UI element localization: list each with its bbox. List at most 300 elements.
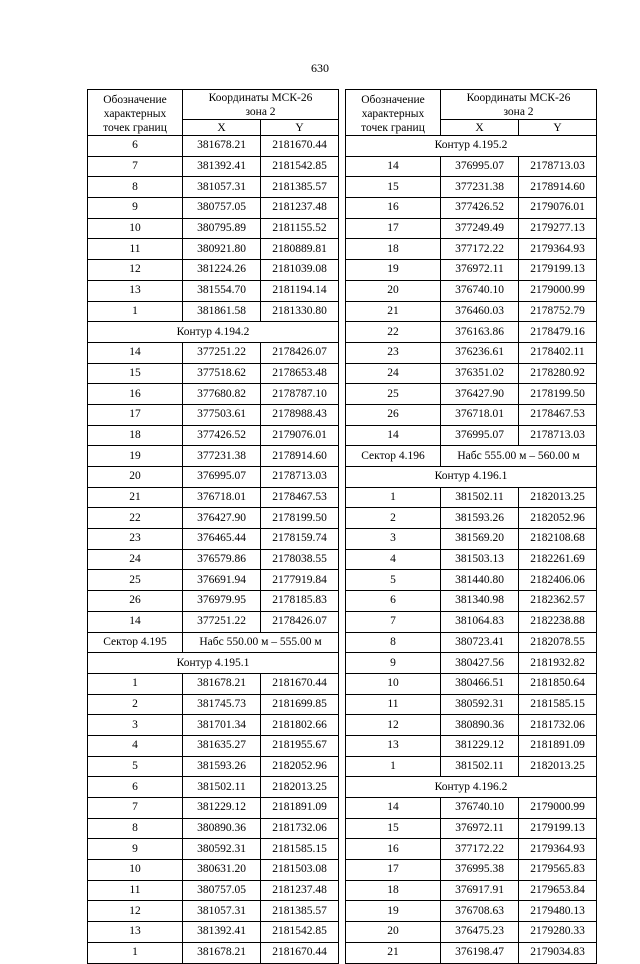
- coordinate-y: 2181542.85: [261, 156, 339, 177]
- point-number: 1: [88, 673, 183, 694]
- table-row: [346, 384, 597, 405]
- table-row: [88, 425, 339, 446]
- column-header-coordinates-line: зона 2: [245, 106, 276, 118]
- point-number: 7: [346, 611, 441, 632]
- coordinate-y: 2178199.50: [261, 508, 339, 529]
- table-row: [346, 694, 597, 715]
- coordinate-x: 381502.11: [441, 487, 519, 508]
- point-number: 13: [88, 280, 183, 301]
- coordinate-y: 2178479.16: [519, 322, 597, 343]
- coordinate-x: 376198.47: [441, 942, 519, 963]
- coordinate-y: 2182108.68: [519, 529, 597, 550]
- point-number: 20: [346, 280, 441, 301]
- table-row: [88, 591, 339, 612]
- point-number: 22: [346, 322, 441, 343]
- coordinate-x: 376708.63: [441, 901, 519, 922]
- coordinate-y: 2181194.14: [261, 280, 339, 301]
- coordinate-x: 381861.58: [183, 301, 261, 322]
- coordinate-x: 381569.20: [441, 529, 519, 550]
- sector-label: Сектор 4.195: [88, 632, 183, 653]
- table-row: [88, 529, 339, 550]
- point-number: 15: [346, 818, 441, 839]
- point-number: 26: [88, 591, 183, 612]
- point-number: 26: [346, 404, 441, 425]
- page-number: 630: [311, 61, 329, 75]
- table-row: [346, 570, 597, 591]
- table-row: [346, 922, 597, 943]
- coordinate-x: 380757.05: [183, 198, 261, 219]
- coordinate-x: 376995.38: [441, 860, 519, 881]
- table-row: [346, 839, 597, 860]
- column-header-coordinates-line: зона 2: [503, 106, 534, 118]
- coordinate-y: 2182406.06: [519, 570, 597, 591]
- coordinate-x: 381440.80: [441, 570, 519, 591]
- coordinate-y: 2181542.85: [261, 922, 339, 943]
- coordinate-y: 2179000.99: [519, 798, 597, 819]
- coordinate-y: 2182013.25: [261, 777, 339, 798]
- table-row: [88, 756, 339, 777]
- point-number: 13: [88, 922, 183, 943]
- point-number: 6: [88, 136, 183, 157]
- coordinate-y: 2181039.08: [261, 260, 339, 281]
- table-row: [88, 777, 339, 798]
- table-row: [88, 260, 339, 281]
- table-row: [88, 177, 339, 198]
- coordinate-y: 2181891.09: [261, 798, 339, 819]
- coordinate-y: 2178653.48: [261, 363, 339, 384]
- column-header-points-line: характерных: [361, 107, 425, 120]
- contour-heading-row: [346, 467, 597, 488]
- coordinate-y: 2181891.09: [519, 735, 597, 756]
- table-row: [88, 384, 339, 405]
- coordinate-x: 380757.05: [183, 880, 261, 901]
- coordinate-y: 2178185.83: [261, 591, 339, 612]
- point-number: 22: [88, 508, 183, 529]
- point-number: 15: [346, 177, 441, 198]
- table-row: [88, 880, 339, 901]
- contour-heading: Контур 4.196.1: [346, 467, 597, 488]
- coordinate-x: 381229.12: [441, 735, 519, 756]
- coordinate-x: 377426.52: [183, 425, 261, 446]
- coordinates-table-right: [345, 89, 597, 964]
- point-number: 9: [346, 653, 441, 674]
- point-number: 11: [88, 239, 183, 260]
- column-header-points-line: Обозначение: [103, 93, 167, 106]
- coordinate-x: 377680.82: [183, 384, 261, 405]
- contour-heading-row: [346, 136, 597, 157]
- point-number: 24: [88, 549, 183, 570]
- coordinate-y: 2181330.80: [261, 301, 339, 322]
- point-number: 2: [346, 508, 441, 529]
- coordinate-x: 381593.26: [441, 508, 519, 529]
- coordinate-x: 381340.98: [441, 591, 519, 612]
- table-row: [346, 301, 597, 322]
- coordinate-x: 381502.11: [441, 756, 519, 777]
- point-number: 6: [88, 777, 183, 798]
- coordinate-y: 2179480.13: [519, 901, 597, 922]
- table-row: [88, 239, 339, 260]
- point-number: 8: [88, 818, 183, 839]
- coordinate-x: 381635.27: [183, 735, 261, 756]
- coordinate-y: 2178280.92: [519, 363, 597, 384]
- coordinate-y: 2179280.33: [519, 922, 597, 943]
- coordinate-y: 2181699.85: [261, 694, 339, 715]
- point-number: 14: [88, 342, 183, 363]
- sector-elevation: Набс 550.00 м – 555.00 м: [183, 632, 339, 653]
- table-row: [346, 487, 597, 508]
- point-number: 5: [88, 756, 183, 777]
- coordinate-y: 2177919.84: [261, 570, 339, 591]
- point-number: 15: [88, 363, 183, 384]
- coordinate-x: 381229.12: [183, 798, 261, 819]
- table-row: [346, 198, 597, 219]
- coordinate-y: 2178787.10: [261, 384, 339, 405]
- point-number: 14: [88, 611, 183, 632]
- point-number: 10: [88, 218, 183, 239]
- coordinate-x: 376460.03: [441, 301, 519, 322]
- table-row: [88, 198, 339, 219]
- coordinate-x: 381678.21: [183, 136, 261, 157]
- contour-heading-row: [88, 322, 339, 343]
- table-row: [346, 363, 597, 384]
- coordinate-x: 381554.70: [183, 280, 261, 301]
- table-row: [88, 156, 339, 177]
- table-row: [346, 653, 597, 674]
- table-row: [346, 218, 597, 239]
- coordinate-x: 381057.31: [183, 901, 261, 922]
- table-row: [88, 508, 339, 529]
- table-row: [346, 756, 597, 777]
- table-row: [88, 694, 339, 715]
- table-row: [88, 404, 339, 425]
- point-number: 13: [346, 735, 441, 756]
- table-row: [346, 798, 597, 819]
- coordinate-y: 2178713.03: [519, 425, 597, 446]
- coordinate-y: 2182052.96: [261, 756, 339, 777]
- coordinate-y: 2179034.83: [519, 942, 597, 963]
- table-row: [346, 818, 597, 839]
- column-header-coordinates-line: Координаты МСК-26: [466, 92, 571, 104]
- coordinate-y: 2181802.66: [261, 715, 339, 736]
- coordinate-x: 377172.22: [441, 239, 519, 260]
- coordinate-x: 377251.22: [183, 611, 261, 632]
- coordinate-x: 380592.31: [441, 694, 519, 715]
- table-row: [346, 260, 597, 281]
- coordinate-x: 377231.38: [441, 177, 519, 198]
- point-number: 12: [88, 260, 183, 281]
- point-number: 14: [346, 798, 441, 819]
- table-row: [88, 363, 339, 384]
- sector-elevation: Набс 555.00 м – 560.00 м: [441, 446, 597, 467]
- coordinate-y: 2179364.93: [519, 239, 597, 260]
- point-number: 17: [346, 218, 441, 239]
- column-header-y: Y: [261, 120, 339, 136]
- coordinate-y: 2181503.08: [261, 860, 339, 881]
- column-header-x: X: [441, 120, 519, 136]
- coordinate-x: 381593.26: [183, 756, 261, 777]
- table-row: [346, 156, 597, 177]
- table-row: [346, 942, 597, 963]
- point-number: 20: [88, 467, 183, 488]
- coordinate-y: 2178752.79: [519, 301, 597, 322]
- coordinate-y: 2181850.64: [519, 673, 597, 694]
- table-row: [346, 880, 597, 901]
- table-row: [88, 570, 339, 591]
- table-row: [88, 487, 339, 508]
- table-row: [88, 136, 339, 157]
- sector-row: [88, 632, 339, 653]
- coordinate-y: 2178159.74: [261, 529, 339, 550]
- contour-heading-row: [346, 777, 597, 798]
- point-number: 19: [346, 901, 441, 922]
- coordinate-y: 2181732.06: [519, 715, 597, 736]
- coordinate-y: 2182238.88: [519, 611, 597, 632]
- point-number: 10: [346, 673, 441, 694]
- coordinate-y: 2178713.03: [261, 467, 339, 488]
- coordinate-y: 2182013.25: [519, 487, 597, 508]
- point-number: 9: [88, 198, 183, 219]
- coordinate-x: 376995.07: [441, 425, 519, 446]
- coordinate-x: 381064.83: [441, 611, 519, 632]
- coordinate-x: 376351.02: [441, 363, 519, 384]
- coordinate-x: 377426.52: [441, 198, 519, 219]
- coordinate-x: 381678.21: [183, 673, 261, 694]
- point-number: 16: [346, 839, 441, 860]
- table-row: [346, 673, 597, 694]
- coordinate-x: 377251.22: [183, 342, 261, 363]
- coordinate-x: 376691.94: [183, 570, 261, 591]
- table-row: [346, 404, 597, 425]
- point-number: 1: [346, 487, 441, 508]
- table-body-right: [346, 136, 597, 964]
- point-number: 18: [346, 880, 441, 901]
- coordinate-y: 2182362.57: [519, 591, 597, 612]
- point-number: 25: [346, 384, 441, 405]
- coordinate-y: 2181237.48: [261, 880, 339, 901]
- coordinate-x: 380631.20: [183, 860, 261, 881]
- table-row: [346, 280, 597, 301]
- column-header-points-line: Обозначение: [361, 93, 425, 106]
- coordinate-y: 2179199.13: [519, 818, 597, 839]
- column-header-x: X: [183, 120, 261, 136]
- coordinate-x: 381503.13: [441, 549, 519, 570]
- coordinate-y: 2180889.81: [261, 239, 339, 260]
- coordinate-x: 380890.36: [183, 818, 261, 839]
- point-number: 17: [346, 860, 441, 881]
- contour-heading-row: [88, 653, 339, 674]
- point-number: 21: [346, 942, 441, 963]
- coordinate-x: 377172.22: [441, 839, 519, 860]
- table-row: [88, 673, 339, 694]
- coordinate-y: 2179000.99: [519, 280, 597, 301]
- point-number: 12: [88, 901, 183, 922]
- coordinate-y: 2182261.69: [519, 549, 597, 570]
- table-row: [346, 549, 597, 570]
- point-number: 19: [346, 260, 441, 281]
- point-number: 1: [346, 756, 441, 777]
- coordinate-x: 377518.62: [183, 363, 261, 384]
- coordinate-y: 2181670.44: [261, 673, 339, 694]
- coordinate-y: 2182013.25: [519, 756, 597, 777]
- coordinate-x: 377503.61: [183, 404, 261, 425]
- table-row: [88, 798, 339, 819]
- table-row: [346, 322, 597, 343]
- point-number: 1: [88, 942, 183, 963]
- point-number: 7: [88, 798, 183, 819]
- point-number: 16: [88, 384, 183, 405]
- table-row: [346, 860, 597, 881]
- contour-heading: Контур 4.195.1: [88, 653, 339, 674]
- coordinate-x: 376995.07: [441, 156, 519, 177]
- point-number: 9: [88, 839, 183, 860]
- coordinate-x: 376427.90: [441, 384, 519, 405]
- coordinate-x: 381678.21: [183, 942, 261, 963]
- coordinate-x: 380890.36: [441, 715, 519, 736]
- table-row: [346, 425, 597, 446]
- coordinates-table-left: [87, 89, 339, 964]
- coordinate-y: 2178988.43: [261, 404, 339, 425]
- coordinate-y: 2182052.96: [519, 508, 597, 529]
- coordinate-y: 2181932.82: [519, 653, 597, 674]
- point-number: 7: [88, 156, 183, 177]
- point-number: 11: [346, 694, 441, 715]
- coordinate-x: 376979.95: [183, 591, 261, 612]
- point-number: 19: [88, 446, 183, 467]
- coordinate-y: 2179277.13: [519, 218, 597, 239]
- point-number: 3: [88, 715, 183, 736]
- point-number: 21: [88, 487, 183, 508]
- coordinate-x: 381057.31: [183, 177, 261, 198]
- coordinate-x: 376972.11: [441, 818, 519, 839]
- coordinate-y: 2179076.01: [519, 198, 597, 219]
- table-row: [88, 839, 339, 860]
- point-number: 2: [88, 694, 183, 715]
- coordinate-x: 376579.86: [183, 549, 261, 570]
- sector-row: [346, 446, 597, 467]
- coordinate-x: 376465.44: [183, 529, 261, 550]
- column-header-coordinates: [183, 90, 339, 120]
- point-number: 1: [88, 301, 183, 322]
- coordinate-y: 2181955.67: [261, 735, 339, 756]
- coordinate-y: 2181155.52: [261, 218, 339, 239]
- coordinate-x: 376972.11: [441, 260, 519, 281]
- coordinate-y: 2178467.53: [261, 487, 339, 508]
- coordinate-y: 2179364.93: [519, 839, 597, 860]
- coordinate-y: 2179565.83: [519, 860, 597, 881]
- table-row: [346, 715, 597, 736]
- coordinate-y: 2181732.06: [261, 818, 339, 839]
- point-number: 11: [88, 880, 183, 901]
- point-number: 14: [346, 156, 441, 177]
- point-number: 4: [88, 735, 183, 756]
- table-row: [88, 818, 339, 839]
- coordinate-y: 2178914.60: [261, 446, 339, 467]
- coordinate-y: 2181585.15: [261, 839, 339, 860]
- point-number: 5: [346, 570, 441, 591]
- coordinate-y: 2181385.57: [261, 177, 339, 198]
- coordinate-x: 380466.51: [441, 673, 519, 694]
- coordinate-x: 376718.01: [441, 404, 519, 425]
- coordinate-y: 2178713.03: [519, 156, 597, 177]
- point-number: 18: [88, 425, 183, 446]
- coordinate-y: 2181670.44: [261, 136, 339, 157]
- coordinate-y: 2182078.55: [519, 632, 597, 653]
- coordinate-x: 381745.73: [183, 694, 261, 715]
- table-row: [88, 860, 339, 881]
- coordinate-y: 2178914.60: [519, 177, 597, 198]
- coordinate-x: 376740.10: [441, 798, 519, 819]
- coordinate-x: 380921.80: [183, 239, 261, 260]
- table-row: [346, 239, 597, 260]
- table-row: [88, 611, 339, 632]
- table-row: [88, 549, 339, 570]
- table-row: [346, 735, 597, 756]
- coordinate-y: 2178426.07: [261, 342, 339, 363]
- coordinate-x: 377249.49: [441, 218, 519, 239]
- coordinate-x: 380427.56: [441, 653, 519, 674]
- point-number: 20: [346, 922, 441, 943]
- coordinate-y: 2179076.01: [261, 425, 339, 446]
- table-row: [88, 301, 339, 322]
- table-row: [346, 529, 597, 550]
- coordinate-y: 2179199.13: [519, 260, 597, 281]
- coordinate-x: 376995.07: [183, 467, 261, 488]
- coordinate-x: 376163.86: [441, 322, 519, 343]
- coordinate-y: 2181585.15: [519, 694, 597, 715]
- column-header-points-line: точек границ: [103, 121, 167, 134]
- point-number: 23: [346, 342, 441, 363]
- point-number: 21: [346, 301, 441, 322]
- point-number: 12: [346, 715, 441, 736]
- column-header-coordinates: [441, 90, 597, 120]
- coordinate-y: 2178402.11: [519, 342, 597, 363]
- coordinate-x: 376236.61: [441, 342, 519, 363]
- coordinate-x: 376917.91: [441, 880, 519, 901]
- contour-heading: Контур 4.196.2: [346, 777, 597, 798]
- coordinate-x: 380592.31: [183, 839, 261, 860]
- point-number: 3: [346, 529, 441, 550]
- table-row: [88, 942, 339, 963]
- table-row: [346, 591, 597, 612]
- point-number: 16: [346, 198, 441, 219]
- point-number: 25: [88, 570, 183, 591]
- coordinate-y: 2178426.07: [261, 611, 339, 632]
- point-number: 8: [346, 632, 441, 653]
- table-row: [346, 611, 597, 632]
- sector-label: Сектор 4.196: [346, 446, 441, 467]
- point-number: 8: [88, 177, 183, 198]
- coordinate-y: 2178467.53: [519, 404, 597, 425]
- coordinate-y: 2178038.55: [261, 549, 339, 570]
- table-row: [88, 446, 339, 467]
- point-number: 17: [88, 404, 183, 425]
- coordinate-y: 2181237.48: [261, 198, 339, 219]
- table-row: [88, 715, 339, 736]
- table-row: [88, 342, 339, 363]
- coordinate-x: 376427.90: [183, 508, 261, 529]
- table-body-left: [88, 136, 339, 964]
- column-header-points-line: характерных: [103, 107, 167, 120]
- coordinate-x: 381502.11: [183, 777, 261, 798]
- point-number: 23: [88, 529, 183, 550]
- table-row: [346, 632, 597, 653]
- table-row: [346, 177, 597, 198]
- point-number: 6: [346, 591, 441, 612]
- coordinate-x: 381392.41: [183, 922, 261, 943]
- column-header-coordinates-line: Координаты МСК-26: [208, 92, 313, 104]
- coordinate-x: 380723.41: [441, 632, 519, 653]
- coordinate-x: 381392.41: [183, 156, 261, 177]
